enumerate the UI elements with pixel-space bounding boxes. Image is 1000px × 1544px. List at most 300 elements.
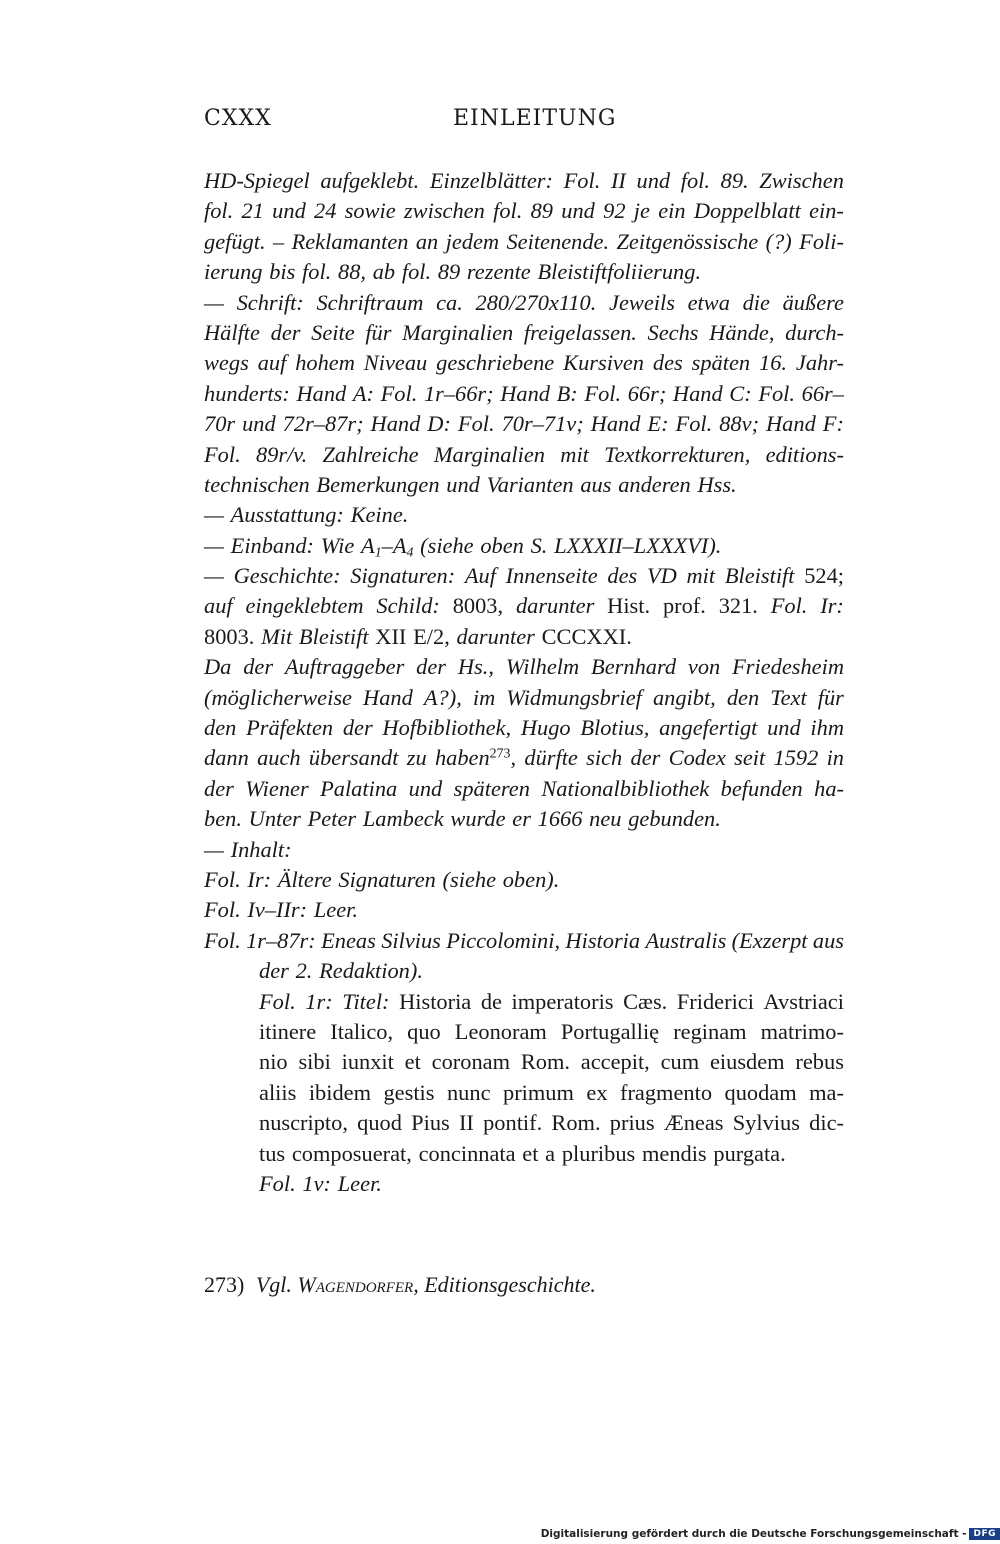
word-text: Zwischen — [759, 168, 844, 193]
word-text: Jeweils — [609, 289, 675, 315]
word — [545, 1139, 555, 1169]
text-line — [204, 500, 844, 530]
word — [427, 409, 451, 439]
word-text: Rom. — [520, 1049, 570, 1075]
word — [804, 561, 844, 591]
word-text: XII — [375, 623, 407, 649]
word-text: dürfte — [524, 745, 578, 771]
text-line — [204, 835, 844, 865]
word-text: — — [204, 289, 224, 315]
word — [454, 774, 530, 804]
word-text: eiusdem — [709, 1049, 785, 1075]
word — [562, 1139, 635, 1169]
word-text: editions- — [765, 441, 844, 467]
word-text: quod — [357, 1110, 402, 1136]
word — [242, 196, 264, 226]
word-text: je — [633, 198, 650, 224]
word-text: Rom. — [551, 1110, 601, 1136]
word-text: quodam — [724, 1079, 797, 1105]
word-text: Ältere — [277, 866, 332, 892]
word-text: fol. — [680, 168, 711, 193]
word — [766, 227, 792, 257]
word-text: Fol. — [204, 866, 241, 892]
word-text: 8003, — [452, 593, 504, 619]
word-text: — — [204, 502, 224, 528]
word-text: und — [636, 168, 671, 193]
word-text: 89. — [720, 168, 749, 193]
word-text: 1r–66r; — [423, 380, 494, 406]
word — [246, 713, 333, 743]
text-line — [259, 956, 844, 986]
word — [204, 926, 241, 956]
word — [609, 288, 675, 318]
word-text: an — [415, 228, 439, 254]
word — [459, 1108, 474, 1138]
word-text: Wie — [320, 532, 355, 558]
word-text: fol. — [302, 259, 332, 285]
word-text: der — [243, 654, 274, 680]
word-text: nuscripto, — [259, 1110, 348, 1136]
word — [322, 440, 418, 470]
word — [725, 1078, 797, 1108]
word — [246, 926, 316, 956]
word — [694, 196, 801, 226]
word-text: Hand — [590, 411, 641, 437]
word-text: und — [272, 198, 306, 224]
word — [719, 591, 758, 621]
word — [308, 804, 357, 834]
word — [424, 683, 462, 713]
word — [204, 683, 352, 713]
word-text: Innenseite — [505, 563, 598, 589]
word-text: darunter — [515, 593, 595, 619]
word — [631, 743, 661, 773]
word — [430, 166, 553, 196]
word-text: nunc — [446, 1079, 491, 1105]
word — [292, 1139, 412, 1169]
word-text: Leonoram — [454, 1018, 547, 1044]
word — [375, 622, 406, 652]
word-text: aus — [580, 471, 612, 497]
digitization-credit — [541, 1527, 1000, 1541]
word-text: Ir: — [247, 866, 272, 892]
word-text: Mit — [261, 623, 293, 649]
word — [411, 1108, 450, 1138]
word-text: CCCXXI. — [541, 623, 632, 649]
word — [483, 1108, 542, 1138]
word-text: tus — [259, 1140, 286, 1166]
word-text: et — [404, 1049, 421, 1075]
word — [296, 956, 313, 986]
word — [586, 1078, 607, 1108]
page-number: CXXX — [204, 106, 272, 131]
word — [766, 409, 816, 439]
word — [314, 895, 358, 925]
word — [664, 1108, 724, 1138]
word-text: reginam — [673, 1018, 747, 1044]
word — [204, 895, 241, 925]
word — [580, 713, 649, 743]
word-text: darunter — [456, 623, 535, 649]
word — [799, 227, 844, 257]
word — [320, 166, 419, 196]
word-text: von — [687, 654, 721, 680]
word-text: ierung — [204, 259, 263, 285]
text-line — [259, 987, 844, 1017]
word-text: rebus — [795, 1049, 844, 1075]
word-text: Friderici — [676, 988, 754, 1014]
word-text: fragmento — [620, 1079, 713, 1105]
word — [581, 1047, 650, 1077]
text-line — [259, 1047, 844, 1077]
word — [259, 1017, 316, 1047]
word-text: VD — [646, 563, 677, 589]
word — [330, 1017, 393, 1047]
word — [538, 804, 583, 834]
word — [721, 774, 803, 804]
word-text: Cæs. — [623, 988, 668, 1014]
word — [258, 348, 287, 378]
word-text: A: — [352, 380, 374, 406]
word — [795, 1047, 844, 1077]
word — [259, 1169, 296, 1199]
word — [204, 409, 235, 439]
word — [231, 531, 314, 561]
word — [376, 591, 439, 621]
word — [435, 743, 516, 773]
word-text: sibi — [298, 1049, 331, 1075]
word-text: pluribus — [561, 1140, 636, 1166]
word — [319, 956, 423, 986]
word-text: 70r–71v; — [501, 411, 584, 437]
text-line — [204, 318, 844, 348]
word — [432, 1047, 510, 1077]
text-line — [204, 774, 844, 804]
word-text: Seitenende. — [506, 228, 610, 254]
word-text: ha- — [814, 775, 844, 801]
word — [458, 409, 495, 439]
word — [363, 683, 413, 713]
word-text: angibt, — [652, 684, 716, 710]
text-line — [204, 409, 844, 439]
word-text: cum — [660, 1049, 700, 1075]
word-text: Silvius — [381, 927, 441, 953]
word — [560, 440, 589, 470]
word-text: Schriftraum — [316, 289, 424, 315]
word-text: HD-Spiegel — [204, 168, 310, 193]
word — [404, 196, 485, 226]
word — [438, 257, 460, 287]
word — [416, 227, 438, 257]
word-text: dann — [204, 745, 249, 771]
word — [446, 227, 499, 257]
word — [450, 804, 505, 834]
text-line — [204, 713, 844, 743]
word-text: Friedesheim — [732, 654, 844, 680]
word — [653, 683, 716, 713]
word-text: die — [742, 289, 770, 315]
word — [603, 196, 625, 226]
word-text: Bleistiftfoliierung. — [537, 259, 702, 285]
word — [353, 379, 374, 409]
text-line — [204, 591, 844, 621]
running-title: EINLEITUNG — [453, 106, 617, 131]
word — [302, 1169, 331, 1199]
word — [761, 1017, 844, 1047]
word-text: ein — [658, 198, 686, 224]
word-text: Hand — [500, 380, 550, 406]
word — [616, 227, 758, 257]
word — [542, 622, 632, 652]
word-text: äußere — [782, 289, 844, 315]
text-line — [259, 1017, 844, 1047]
word-text: Marginalien — [402, 319, 514, 345]
word-text: 2. — [295, 958, 313, 984]
word-text: Hand — [766, 411, 816, 437]
word — [204, 257, 262, 287]
word-text: bis — [269, 259, 296, 285]
word — [381, 379, 418, 409]
word-text: Sechs — [647, 319, 699, 345]
word-text: seit — [734, 745, 766, 771]
word-text: a — [545, 1140, 556, 1166]
text-line — [204, 531, 844, 561]
word-text: pontif. — [483, 1110, 543, 1136]
word — [305, 987, 332, 1017]
word — [259, 1108, 348, 1138]
word-text: wegs — [204, 350, 249, 376]
word-text: Historia — [399, 988, 472, 1014]
word-text: im — [472, 684, 496, 710]
word — [309, 1078, 371, 1108]
word — [785, 318, 844, 348]
word — [561, 1017, 659, 1047]
word — [503, 865, 560, 895]
word-text: Fol. — [563, 168, 601, 193]
word — [476, 288, 597, 318]
word — [231, 835, 292, 865]
word-text: 16. — [759, 350, 787, 376]
word-text: Hofbibliothek, — [382, 715, 512, 741]
word — [719, 409, 759, 439]
word-text: Hs., — [457, 654, 494, 680]
word — [814, 774, 844, 804]
text-line — [204, 288, 844, 318]
word — [727, 683, 759, 713]
word — [373, 257, 395, 287]
word — [413, 622, 450, 652]
word-text: und — [242, 411, 276, 437]
word — [204, 865, 241, 895]
word-text: Da — [204, 654, 232, 680]
word-text: mendis — [641, 1140, 707, 1166]
word-text: Hand — [296, 380, 347, 406]
word-text: rezente — [466, 259, 531, 285]
word-text: 70r — [204, 411, 236, 437]
word-text: 72r–87r; — [282, 411, 364, 437]
word-text: ben. — [204, 806, 242, 832]
word-text: Hände, — [709, 319, 775, 345]
word-text: — — [204, 532, 224, 558]
word-text: ca. — [436, 289, 463, 315]
text-line — [204, 743, 844, 773]
word-text: Einband: — [230, 532, 314, 558]
word-text: den — [726, 684, 760, 710]
word — [774, 743, 819, 773]
dfg-logo: DFG — [969, 1528, 1000, 1540]
word — [647, 561, 677, 591]
word-text: ibidem — [308, 1079, 371, 1105]
word — [611, 166, 626, 196]
text-line — [204, 470, 844, 500]
word — [204, 804, 242, 834]
word — [658, 196, 685, 226]
word — [204, 743, 249, 773]
word — [732, 652, 844, 682]
word-text: durch- — [785, 319, 844, 345]
word-text: (siehe — [442, 866, 497, 892]
word-text: , — [510, 745, 517, 771]
word — [338, 257, 366, 287]
word — [676, 409, 713, 439]
word-text: ab — [372, 259, 396, 285]
word — [770, 683, 807, 713]
word — [692, 348, 750, 378]
word-text: — — [204, 563, 224, 589]
word — [813, 926, 844, 956]
word-text: Bemerkungen — [316, 471, 440, 497]
word — [321, 531, 355, 561]
word-text: Hand — [363, 684, 413, 710]
word — [299, 622, 369, 652]
word-text: Iv–IIr: — [247, 897, 308, 923]
word — [342, 987, 389, 1017]
word — [256, 440, 307, 470]
word — [628, 804, 721, 834]
word-text: A?), — [423, 684, 462, 710]
word — [292, 227, 409, 257]
word — [661, 1047, 700, 1077]
word-text: und — [561, 198, 595, 224]
word-text: F: — [822, 411, 844, 437]
word — [345, 196, 396, 226]
word — [259, 1047, 288, 1077]
word — [561, 196, 595, 226]
word-text: Unter — [248, 806, 301, 832]
word — [820, 591, 844, 621]
text-line — [259, 1169, 844, 1199]
word-text: 88, — [338, 259, 367, 285]
word-text: 89 — [530, 198, 553, 224]
subscript: 4 — [406, 545, 414, 561]
word — [455, 1017, 547, 1047]
word-text: sowie — [344, 198, 396, 224]
word-text: (?) — [765, 228, 792, 254]
word — [759, 166, 844, 196]
word-text: D: — [427, 411, 451, 437]
word-text: (Exzerpt — [731, 927, 808, 953]
word — [204, 288, 224, 318]
word-text: Bernhard — [591, 654, 677, 680]
word-text: Codex — [668, 745, 726, 771]
word — [446, 470, 480, 500]
word — [204, 348, 249, 378]
word-text: itinere — [259, 1018, 317, 1044]
word — [734, 743, 765, 773]
word — [342, 1047, 394, 1077]
word — [521, 713, 571, 743]
word — [506, 561, 598, 591]
word-text: Foli- — [799, 228, 844, 254]
word — [537, 257, 701, 287]
word — [766, 440, 844, 470]
word — [610, 1108, 655, 1138]
word — [419, 1139, 516, 1169]
word — [767, 713, 801, 743]
word — [557, 379, 578, 409]
word — [688, 652, 720, 682]
word-text: aufgeklebt. — [320, 168, 420, 193]
text-line — [204, 348, 844, 378]
word-text: concinnata — [418, 1140, 516, 1166]
word — [591, 409, 641, 439]
word — [321, 926, 376, 956]
text-line — [259, 1139, 844, 1169]
word-text: Niveau — [363, 350, 428, 376]
word — [634, 196, 650, 226]
word-text: Doppelblatt — [693, 198, 801, 224]
word — [713, 1139, 785, 1169]
word — [316, 288, 423, 318]
word — [242, 409, 276, 439]
word — [436, 288, 463, 318]
word — [584, 379, 621, 409]
word-text: – — [272, 228, 285, 254]
footnote-prefix: Vgl. — [255, 1272, 292, 1297]
word — [524, 318, 637, 348]
text-line — [204, 440, 844, 470]
word-text: II — [458, 1110, 474, 1136]
word-text: 1r: — [305, 988, 333, 1014]
word-text: für — [365, 319, 392, 345]
word — [298, 1047, 330, 1077]
word — [669, 743, 726, 773]
word-text: Fol. — [770, 593, 808, 619]
word-text: aus — [812, 927, 844, 953]
credit-text: Digitalisierung gefördert durch die Deutsche Forschungsgemeinschaft - — [540, 1528, 967, 1540]
word — [645, 926, 726, 956]
word-text: Fol. — [259, 988, 296, 1014]
text-line — [204, 804, 844, 834]
word-text: 66r; — [627, 380, 667, 406]
word — [343, 713, 373, 743]
word-text: ihm — [810, 715, 844, 741]
word-text: Textkorrekturen, — [604, 441, 751, 467]
word-text: Fol. — [259, 1170, 296, 1196]
word — [659, 713, 757, 743]
word — [493, 196, 522, 226]
word-text: Signaturen: — [350, 563, 456, 589]
footnote-number: 273) — [204, 1272, 245, 1297]
word-text: A — [361, 532, 375, 558]
word-text: Kursiven — [563, 350, 644, 376]
word — [296, 379, 346, 409]
word-text: und — [767, 715, 801, 741]
text-line — [259, 1108, 844, 1138]
word-text: mit — [686, 563, 716, 589]
footnote-suffix: , Editionsgeschichte. — [413, 1272, 596, 1297]
word — [809, 196, 844, 226]
